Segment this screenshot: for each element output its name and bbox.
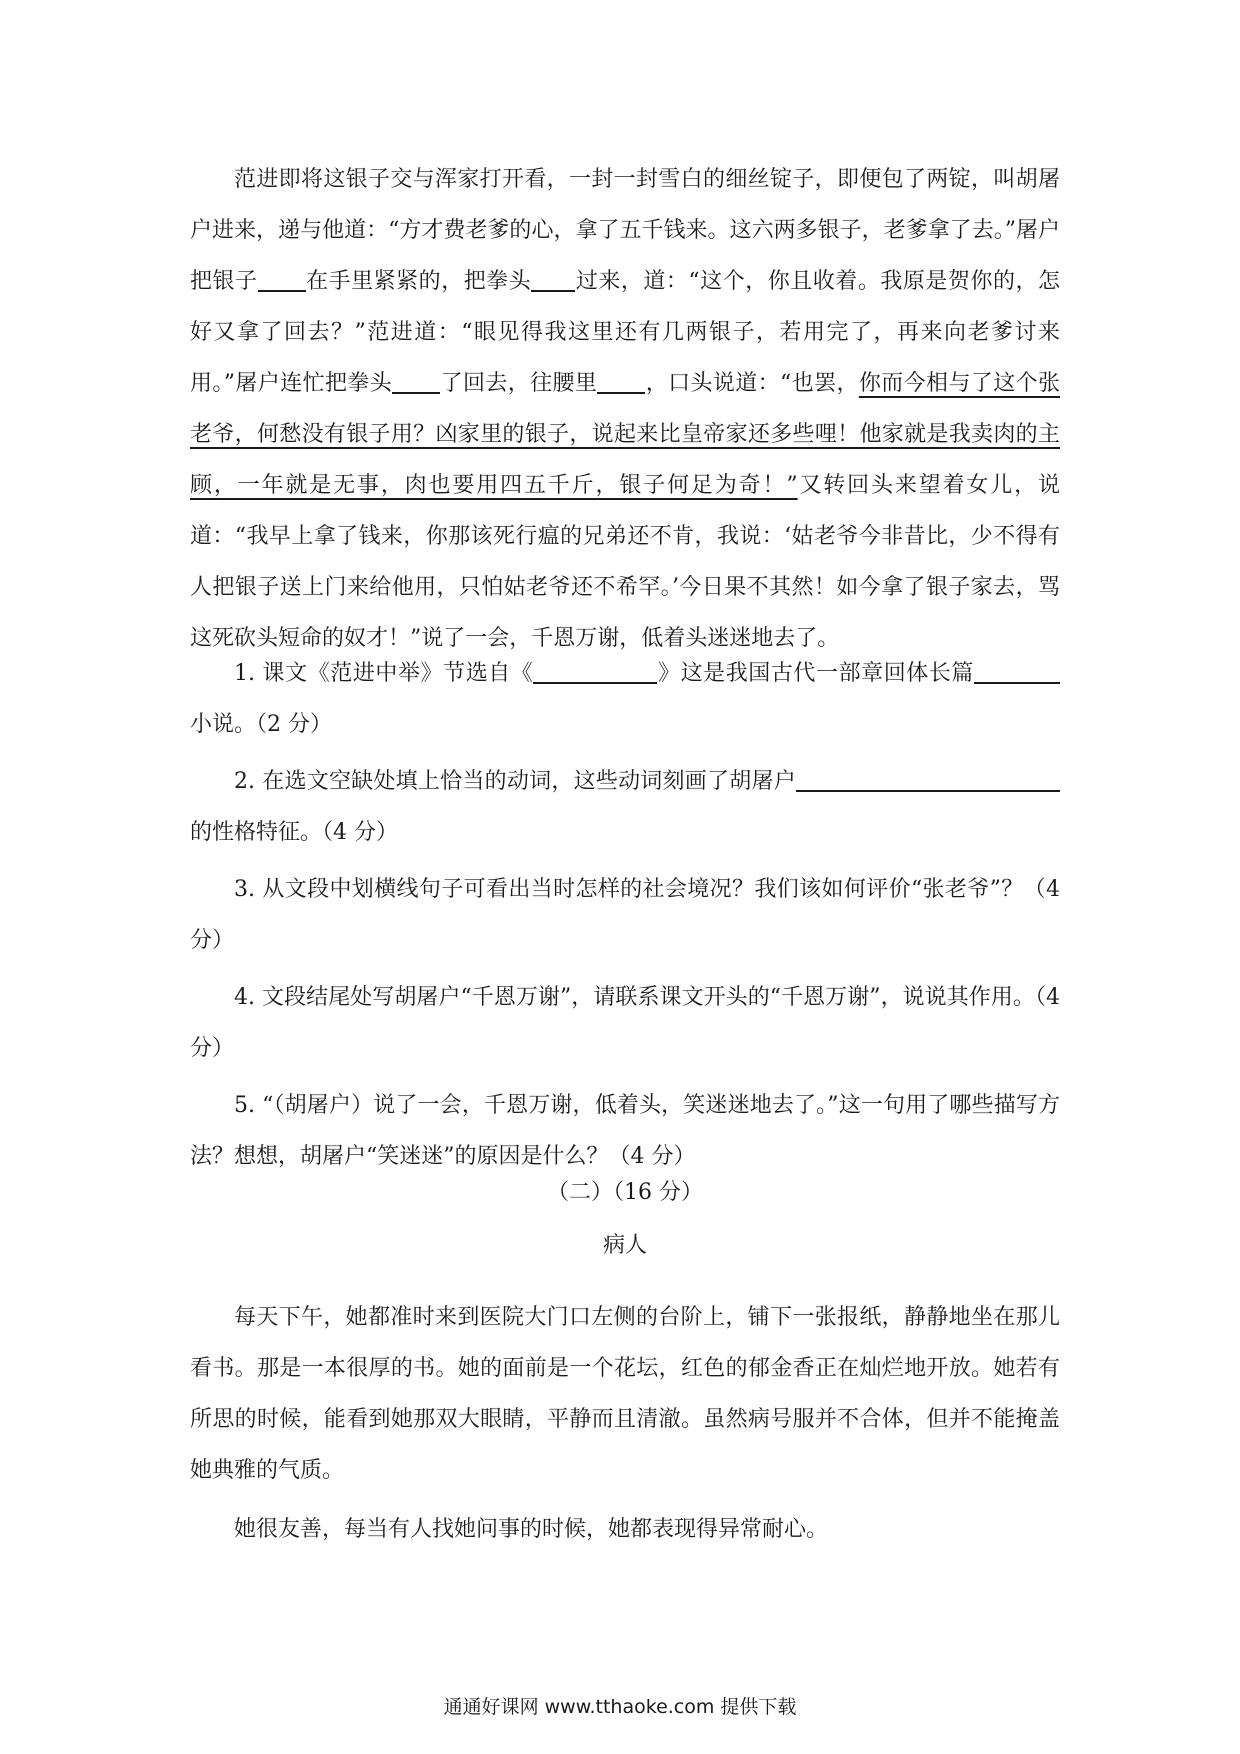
blank-3[interactable]: [392, 366, 440, 394]
passage-text-5: ，口头说道：“也罢，: [645, 371, 859, 396]
question-4: [190, 972, 1060, 1074]
question-2: [190, 756, 1060, 858]
question-2-text-a: 2. 在选文空缺处填上恰当的动词，这些动词刻画了胡屠户: [234, 769, 796, 794]
question-5-text: 5. “（胡屠户）说了一会，千恩万谢，低着头，笑迷迷地去了。”这一句用了哪些描写方法？想想，胡屠户“笑迷迷”的原因是什么？（4 分）: [190, 1093, 1060, 1169]
passage-text-2: 在手里紧紧的，把拳头: [305, 269, 532, 294]
passage-text-6: 又转回头来望着女儿，说道：“我早上拿了钱来，你那该死行瘟的兄弟还不肯，我说：‘姑老爷今非昔比，少不得有人把银子送上门来给他用，只怕姑老爷还不希罕。’今日果不其然！如今拿了银子家去，骂这死砍头短命的奴才！”说了一会，千恩万谢，低着头迷迷地去了。: [190, 473, 1060, 651]
question-1: [190, 648, 1060, 750]
section-heading: （二）（16 分）: [547, 1180, 703, 1205]
question-3: [190, 864, 1060, 966]
blank-4[interactable]: [597, 366, 645, 394]
passage-paragraph: [190, 154, 1060, 664]
blank-2[interactable]: [531, 264, 575, 292]
passage-text-4: 了回去，往腰里: [440, 371, 598, 396]
question-2-blank[interactable]: [796, 764, 1060, 792]
question-4-text: 4. 文段结尾处写胡屠户“千恩万谢”，请联系课文开头的“千恩万谢”，说说其作用。（4 分）: [190, 985, 1060, 1061]
question-1-blank-genre[interactable]: [974, 656, 1060, 684]
page-footer: 通通好课网 www.tthaoke.com 提供下载: [443, 1696, 797, 1718]
passage-text-3: 过来，道：“这个，你且收着。我原是贺你的，怎好又拿了回去？”范进道：“眼见得我这里还有几两银子，若用完了，再来向老爹讨来用。”屠户连忙把拳头: [190, 269, 1060, 396]
story-paragraph-1: [190, 1292, 1060, 1496]
story-paragraph-2-text: 她很友善，每当有人找她问事的时候，她都表现得异常耐心。: [234, 1517, 829, 1542]
question-5: [190, 1080, 1060, 1182]
story-paragraph-2: [190, 1504, 1060, 1555]
passage-text-1: 范进即将这银子交与浑家打开看，一封一封雪白的细丝锭子，即便包了两锭，叫胡屠户进来，递与他道：“方才费老爹的心，拿了五千钱来。这六两多银子，老爹拿了去。”屠户把银子: [190, 167, 1060, 294]
story-title: 病人: [602, 1233, 647, 1258]
blank-1[interactable]: [258, 264, 306, 292]
question-2-text-b: 的性格特征。（4 分）: [190, 820, 398, 845]
underlined-sentence: 你而今相与了这个张老爷，何愁没有银子用？凶家里的银子，说起来比皇帝家还多些哩！他家就是我卖肉的主顾，一年就是无事，肉也要用四五千斤，银子何足为奇！”: [190, 371, 1061, 498]
question-1-text-b: 》这是我国古代一部章回体长篇: [657, 661, 974, 686]
question-3-text: 3. 从文段中划横线句子可看出当时怎样的社会境况？我们该如何评价“张老爷”？（4 分）: [190, 877, 1060, 953]
question-1-blank-book[interactable]: [533, 656, 657, 684]
question-1-text-a: 1. 课文《范进中举》节选自《: [234, 661, 534, 686]
question-1-text-c: 小说。（2 分）: [190, 712, 332, 737]
story-paragraph-1-text: 每天下午，她都准时来到医院大门口左侧的台阶上，铺下一张报纸，静静地坐在那儿看书。那是一本很厚的书。她的面前是一个花坛，红色的郁金香正在灿烂地开放。她若有所思的时候，能看到她那双大眼睛，平静而且清澈。虽然病号服并不合体，但并不能掩盖她典雅的气质。: [190, 1305, 1060, 1483]
